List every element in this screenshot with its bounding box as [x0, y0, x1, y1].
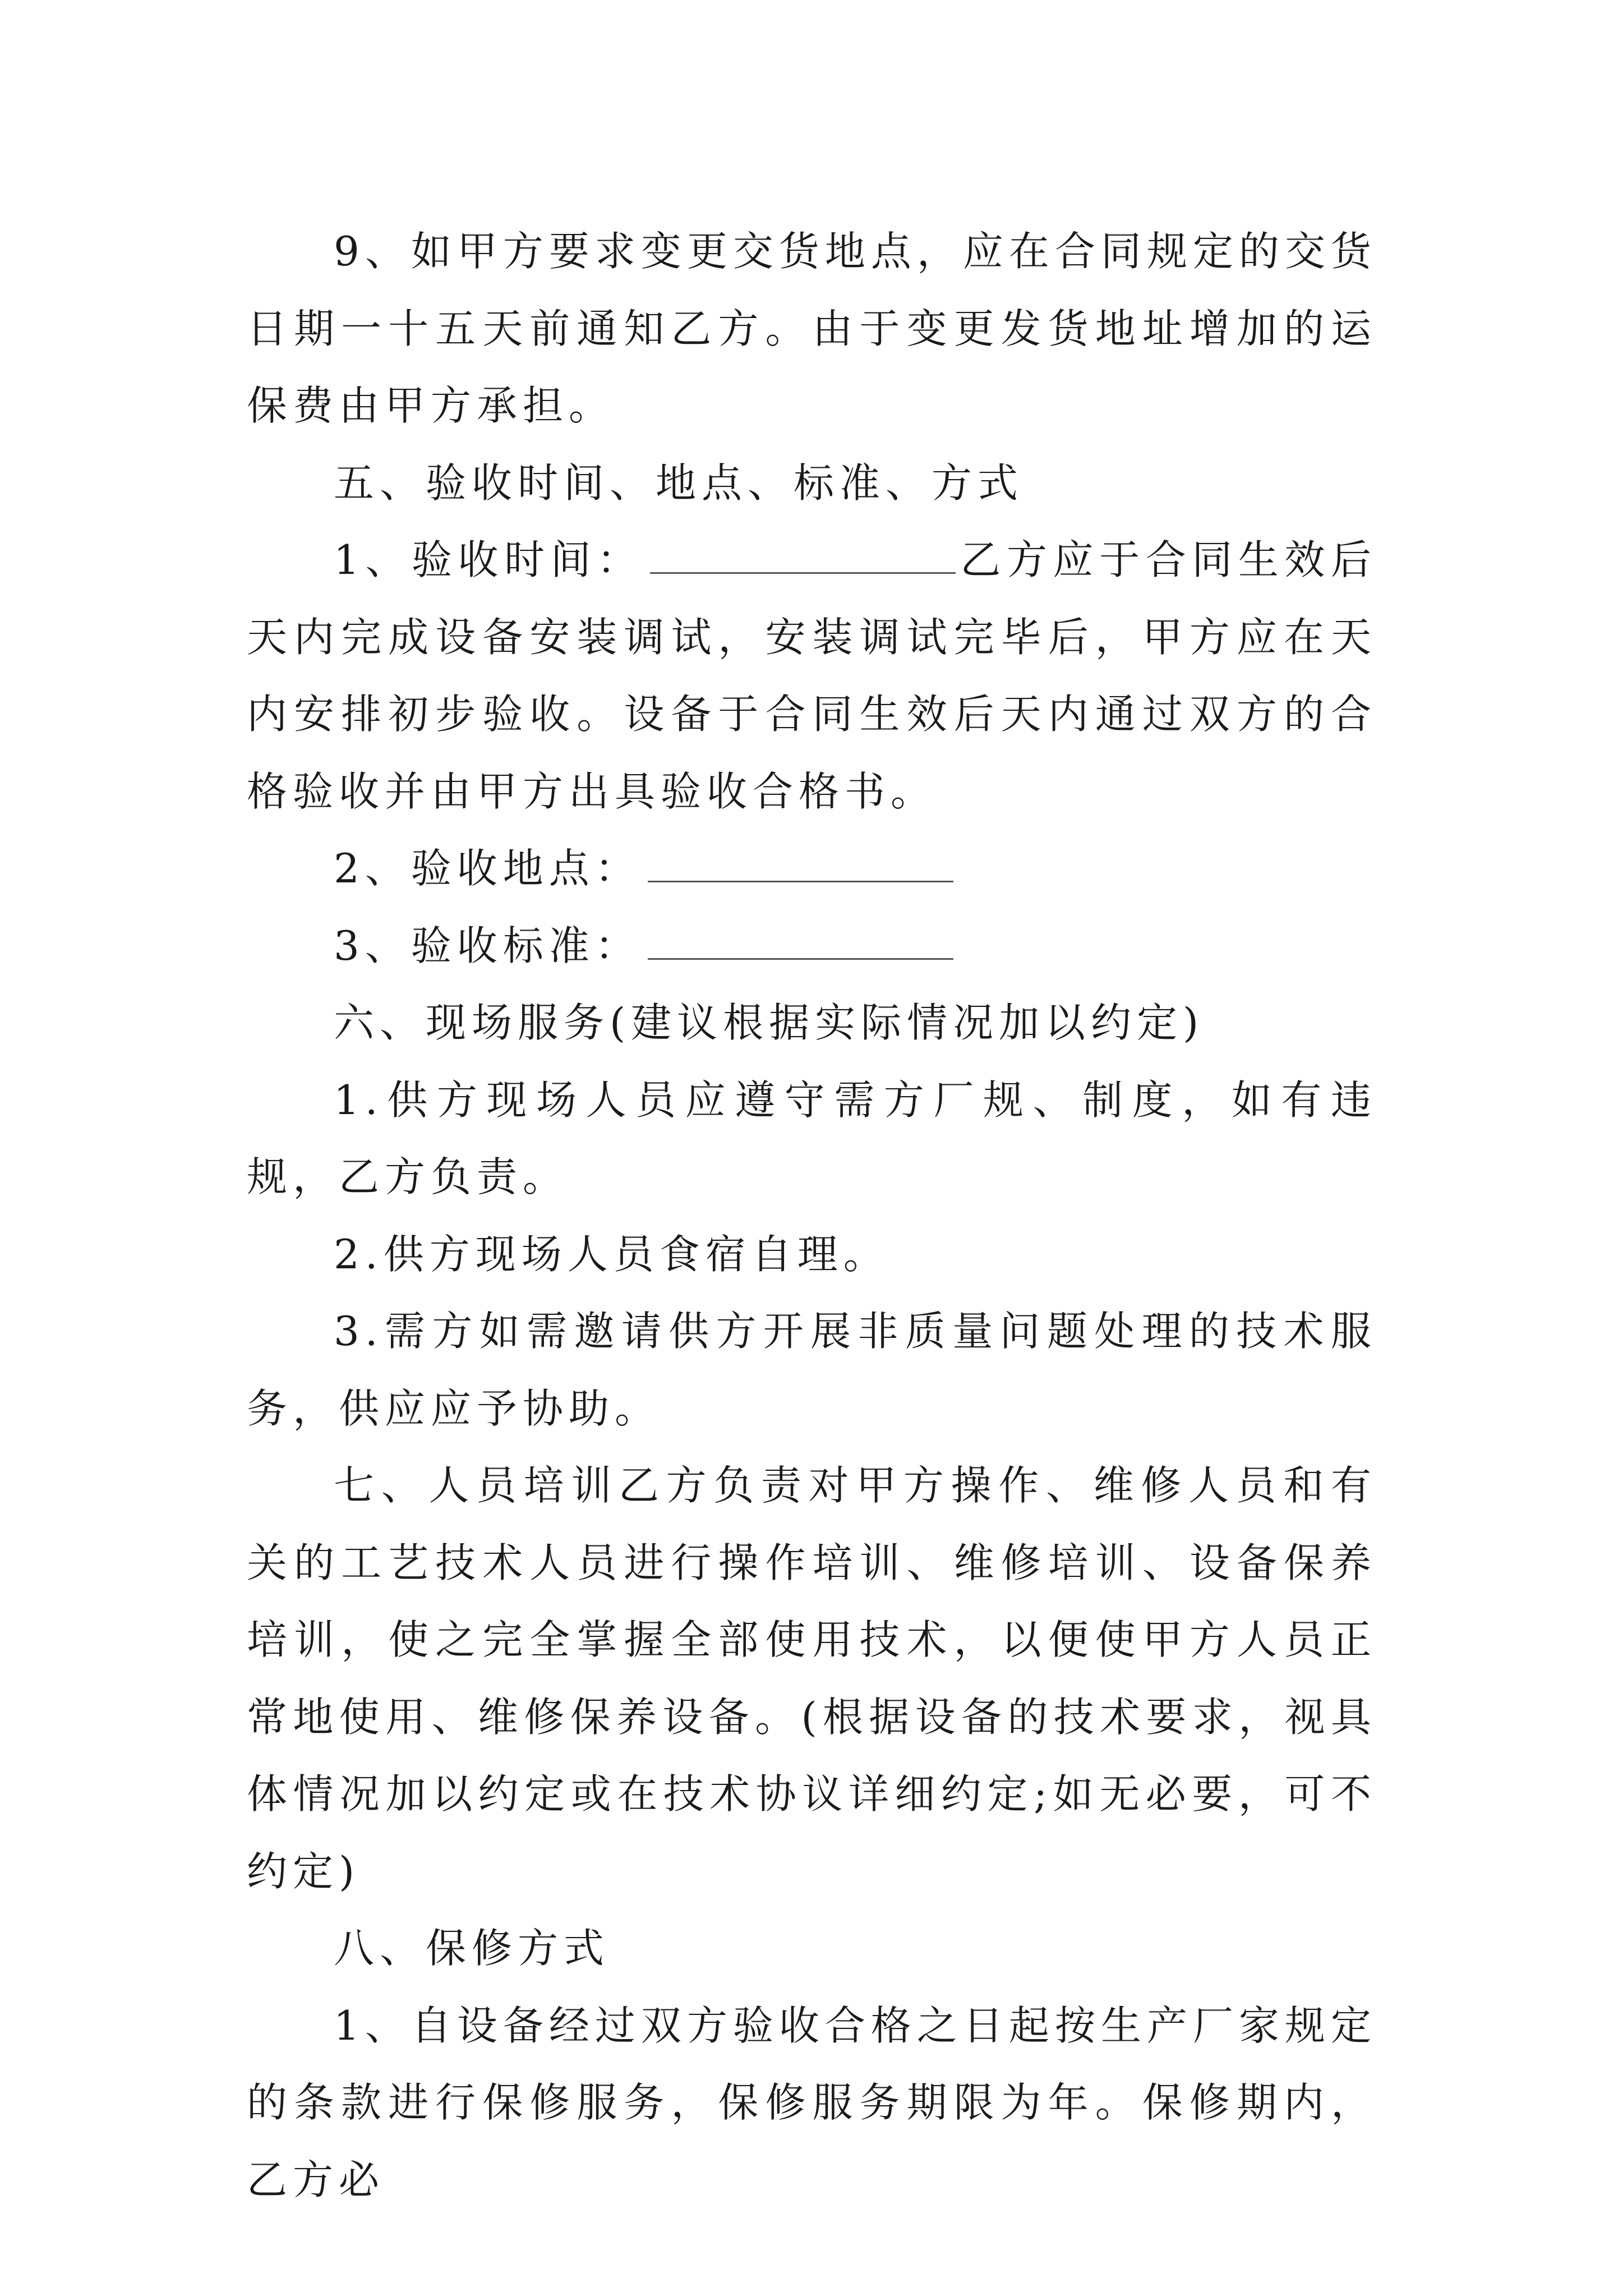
acceptance-time-blank	[650, 532, 956, 574]
section-heading-acceptance: 五、验收时间、地点、标准、方式	[334, 459, 1024, 507]
paragraph-delivery-change: 9、如甲方要求变更交货地点，应在合同规定的交货日期一十五天前通知乙方。由于变更发货地址增加的运保费由甲方承担。	[247, 228, 1377, 429]
acceptance-time-text: 乙方应于合同生效后天内完成设备安装调试，安装调试完毕后，甲方应在天内安排初步验收。设备于合同生效后天内通过双方的合格验收并由甲方出具验收合格书。	[247, 536, 1377, 815]
paragraph-acceptance-time	[247, 522, 1377, 830]
acceptance-time-label: 1、验收时间：	[334, 536, 643, 583]
paragraph-personnel-training: 七、人员培训乙方负责对甲方操作、维修人员和有关的工艺技术人员进行操作培训、维修培训、设备保养培训，使之完全掌握全部使用技术，以便使甲方人员正常地使用、维修保养设备。(根据设备的技术要求，视具体情况加以约定或在技术协议详细约定;如无必要，可不约定)	[247, 1462, 1377, 1895]
acceptance-standard-blank	[648, 918, 953, 960]
paragraph-onsite-lodging: 2.供方现场人员食宿自理。	[334, 1230, 889, 1278]
section-heading-warranty: 八、保修方式	[334, 1925, 610, 1972]
acceptance-location-label: 2、验收地点：	[334, 845, 641, 892]
paragraph-onsite-rules: 1.供方现场人员应遵守需方厂规、制度，如有违规，乙方负责。	[247, 1076, 1377, 1200]
paragraph-warranty-terms: 1、自设备经过双方验收合格之日起按生产厂家规定的条款进行保修服务，保修服务期限为年。保修期内，乙方必	[247, 2001, 1377, 2203]
paragraph-acceptance-location	[247, 830, 1377, 908]
acceptance-location-blank	[648, 840, 953, 882]
document-body	[247, 213, 1377, 2219]
section-heading-onsite-service: 六、现场服务(建议根据实际情况加以约定)	[334, 999, 1205, 1046]
paragraph-acceptance-standard	[247, 908, 1377, 985]
acceptance-standard-label: 3、验收标准：	[334, 922, 641, 969]
paragraph-onsite-technical-service: 3.需方如需邀请供方开展非质量问题处理的技术服务，供应应予协助。	[247, 1308, 1377, 1432]
